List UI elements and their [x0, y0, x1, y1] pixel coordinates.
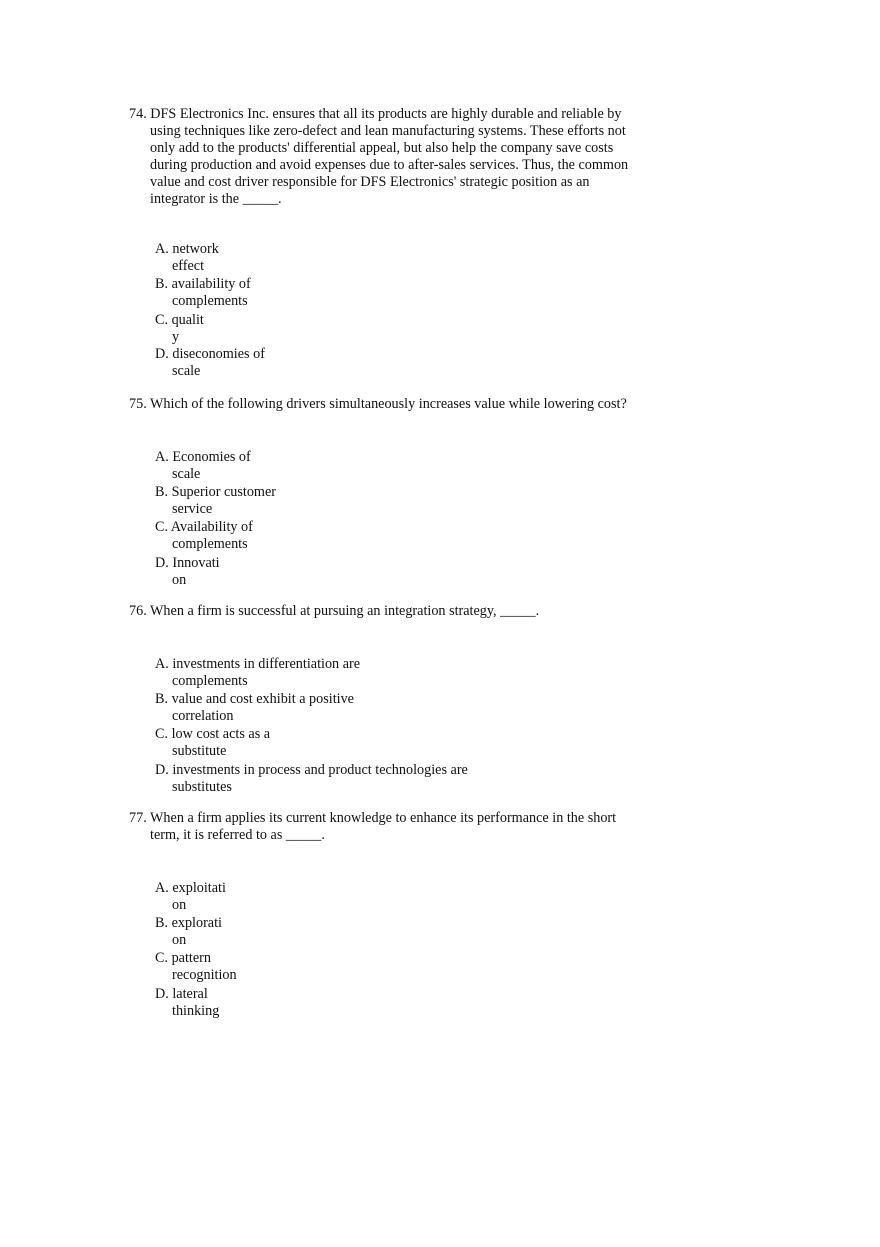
question-text-line: integrator is the _____. — [150, 191, 282, 207]
answer-option: B. Superior customer service — [155, 484, 276, 517]
answer-option: B. availability of complements — [155, 276, 251, 309]
option-letter: D. — [155, 762, 169, 778]
option-letter: C. — [155, 519, 169, 535]
option-letter: D. — [155, 986, 169, 1002]
question-number: 75. — [129, 396, 147, 412]
answer-option: C. qualit y — [155, 312, 204, 345]
answer-option: A. Economies of scale — [155, 449, 251, 482]
option-letter: C. — [155, 950, 169, 966]
option-letter: C. — [155, 726, 169, 742]
answer-option: A. network effect — [155, 241, 219, 274]
question-76 — [129, 603, 539, 620]
question-text-line: 75. Which of the following drivers simultaneously increases value while lowering cost? — [129, 396, 627, 412]
option-letter: A. — [155, 241, 169, 257]
answer-option: C. low cost acts as a substitute — [155, 726, 271, 759]
answer-option: D. investments in process and product technologies are substitutes — [155, 762, 468, 795]
option-letter: B. — [155, 691, 169, 707]
option-letter: B. — [155, 276, 169, 292]
answer-option: A. investments in differentiation are complements — [155, 656, 361, 689]
question-text-line: during production and avoid expenses due to after-sales services. Thus, the common — [150, 157, 629, 173]
answer-option: B. value and cost exhibit a positive correlation — [155, 691, 354, 724]
question-text-line: only add to the products' differential appeal, but also help the company save costs — [150, 140, 614, 156]
option-letter: D. — [155, 555, 169, 571]
question-text-line: 77. When a firm applies its current knowledge to enhance its performance in the short — [129, 810, 617, 826]
question-77 — [129, 810, 616, 844]
question-text-line: 74. DFS Electronics Inc. ensures that all its products are highly durable and reliable by — [129, 106, 622, 122]
option-letter: D. — [155, 346, 169, 362]
answer-option: C. pattern recognition — [155, 950, 237, 983]
option-letter: A. — [155, 449, 169, 465]
question-text-line: using techniques like zero-defect and lean manufacturing systems. These efforts not — [150, 123, 626, 139]
option-letter: B. — [155, 915, 169, 931]
question-text-line: value and cost driver responsible for DFS Electronics' strategic position as an — [150, 174, 590, 190]
answer-option: B. explorati on — [155, 915, 222, 948]
option-letter: B. — [155, 484, 169, 500]
question-75 — [129, 396, 627, 413]
question-74 — [129, 106, 628, 208]
answer-option: D. diseconomies of scale — [155, 346, 265, 379]
answer-option: D. Innovati on — [155, 555, 220, 588]
question-number: 74. — [129, 106, 147, 122]
question-text-line: term, it is referred to as _____. — [150, 827, 325, 843]
answer-option: D. lateral thinking — [155, 986, 220, 1019]
answer-option: C. Availability of complements — [155, 519, 253, 552]
option-letter: A. — [155, 656, 169, 672]
option-letter: A. — [155, 880, 169, 896]
question-number: 76. — [129, 603, 147, 619]
question-text-line: 76. When a firm is successful at pursuing an integration strategy, _____. — [129, 603, 540, 619]
answer-option: A. exploitati on — [155, 880, 226, 913]
option-letter: C. — [155, 312, 169, 328]
question-number: 77. — [129, 810, 147, 826]
